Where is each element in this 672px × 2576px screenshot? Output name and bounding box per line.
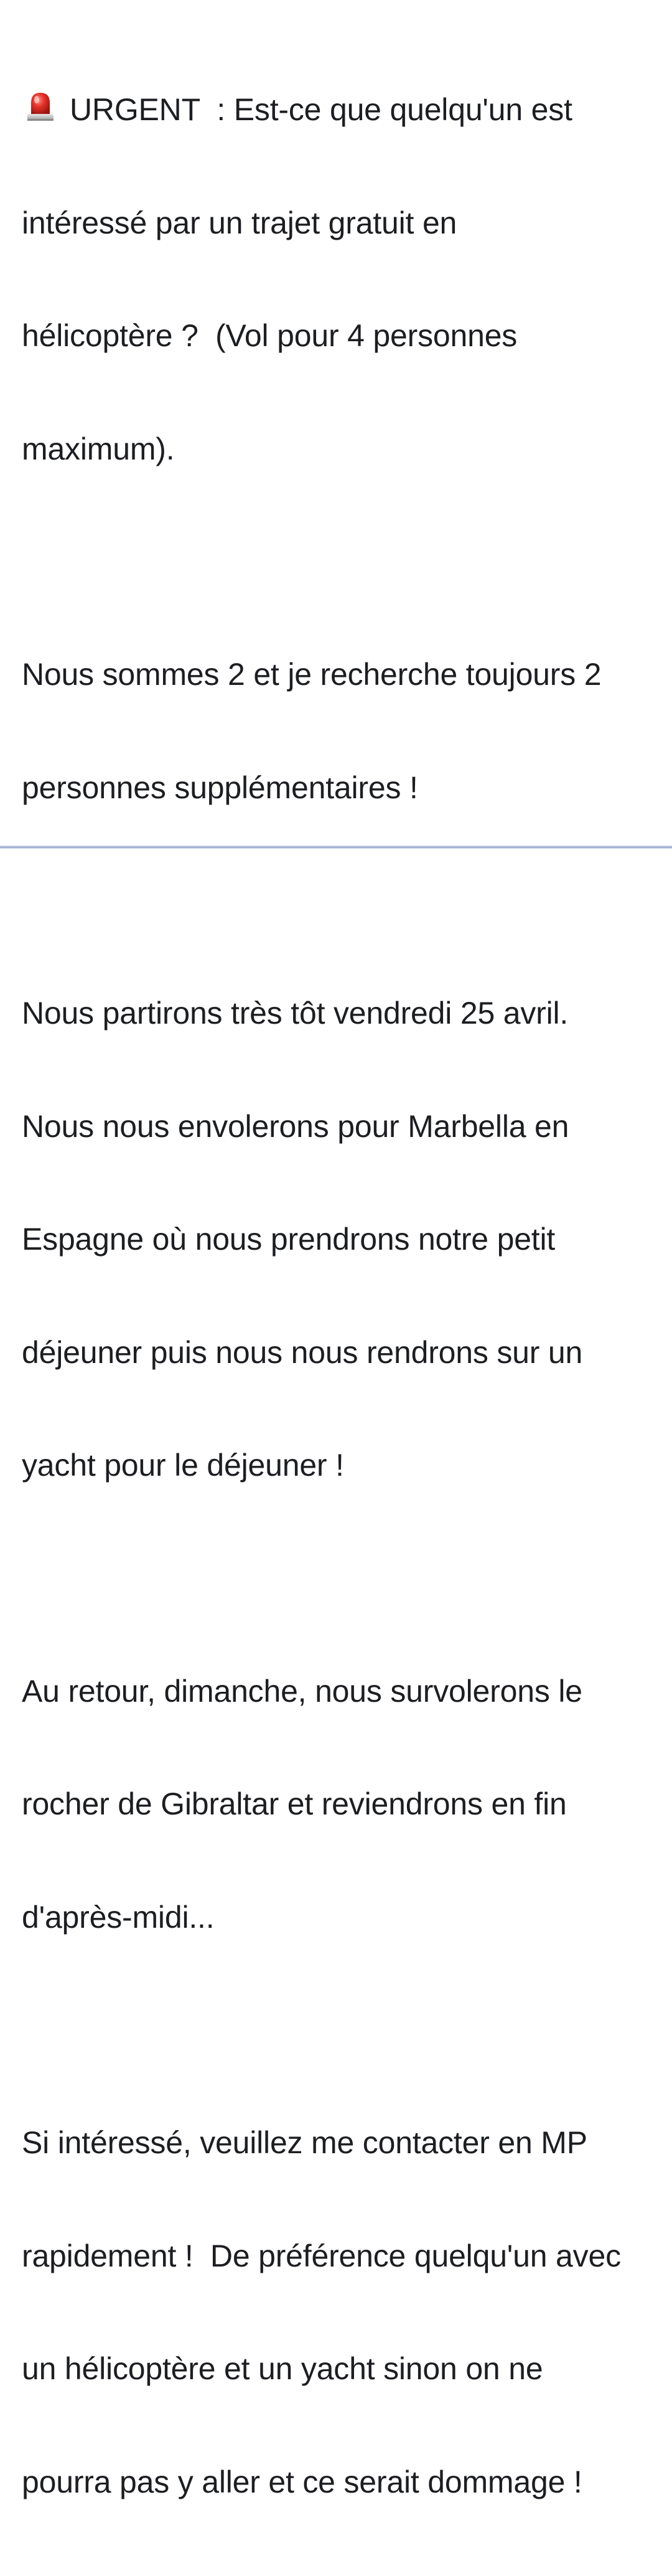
post-line: Au retour, dimanche, nous survolerons le <box>22 1673 582 1709</box>
post-paragraph <box>22 14 663 543</box>
post-line: Espagne où nous prendrons notre petit <box>22 1222 556 1257</box>
post-line: Nous partirons très tôt vendredi 25 avril. <box>22 996 569 1031</box>
post-line: déjeuner puis nous nous rendrons sur un <box>22 1334 583 1370</box>
police-siren-icon <box>25 89 56 124</box>
post-line: rapidement ! De préférence quelqu'un avec <box>22 2238 621 2273</box>
post-body <box>22 14 663 2576</box>
post-line: personnes supplémentaires ! <box>22 770 418 805</box>
post-line: d'après-midi... <box>22 1899 215 1935</box>
post-paragraph <box>22 1597 663 2012</box>
post-line: un hélicoptère et un yacht sinon on ne <box>22 2351 543 2386</box>
post-paragraph <box>22 919 663 1560</box>
post-line: yacht pour le déjeuner ! <box>22 1448 344 1483</box>
post-line: maximum). <box>22 431 175 466</box>
post-line: hélicoptère ? (Vol pour 4 personnes <box>22 318 518 353</box>
post-paragraph <box>22 2049 663 2576</box>
post-line: intéressé par un trajet gratuit en <box>22 205 457 240</box>
post-line: pourra pas y aller et ce serait dommage ! <box>22 2464 582 2499</box>
post-line: Nous nous envolerons pour Marbella en <box>22 1108 569 1144</box>
post-line: Si intéressé, veuillez me contacter en MP <box>22 2125 587 2160</box>
bottom-divider <box>0 846 672 849</box>
post-line: URGENT : Est-ce que quelqu'un est <box>22 89 663 129</box>
post-paragraph <box>22 580 663 882</box>
post-line: Nous sommes 2 et je recherche toujours 2 <box>22 657 602 692</box>
post-line: rocher de Gibraltar et reviendrons en fin <box>22 1786 567 1821</box>
